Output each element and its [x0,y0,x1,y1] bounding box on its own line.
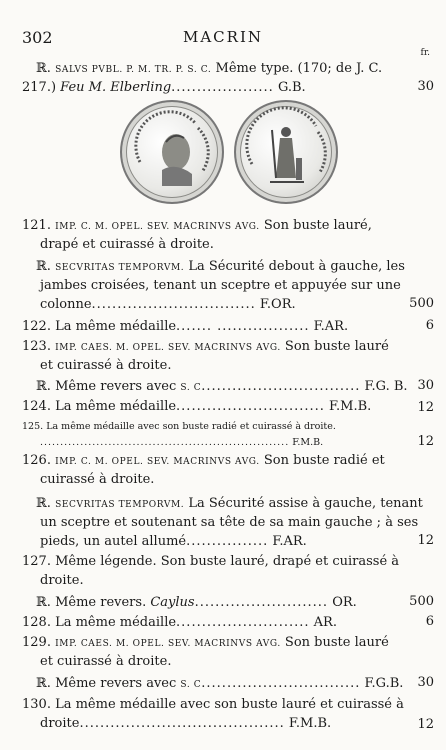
page-header [0,28,446,48]
entry-126-rev-line-2: un sceptre et soutenant sa tête de sa main gauche ; à ses [40,515,419,530]
intro-line-1: ℝ. SALVS PVBL. P. M. TR. P. S. C. Même type. (170; de J. C. [36,61,383,76]
entry-126-line-2: cuirassé à droite. [40,472,155,487]
entry-129-line-1: 129. IMP. CAES. M. OPEL. SEV. MACRINVS AVG. Son buste lauré [22,635,389,650]
entry-124: 124. La même médaille............................. F.M.B. [22,399,372,414]
price: 500 [409,296,434,311]
price: 500 [409,594,434,609]
price: 6 [425,614,434,629]
price: 12 [417,533,434,548]
price: 12 [417,400,434,415]
entry-128: 128. La même médaille.......................... AR. [22,615,337,630]
entry-121-rev-line-1: ℝ. SECVRITAS TEMPORVM. La Sécurité debout à gauche, les [36,259,405,274]
price: 12 [417,717,434,732]
price: 30 [417,79,434,94]
entry-130-line-2: droite........................................ F.M.B. [40,716,332,731]
column-label-francs: fr. [420,48,430,58]
entry-126-rev-line-3: pieds, un autel allumé................ F.AR. [40,534,307,549]
entry-123-line-2: et cuirassé à droite. [40,358,172,373]
entry-127-line-1: 127. Même légende. Son buste lauré, drapé et cuirassé à [22,554,400,569]
entry-129-rev: ℝ. Même revers avec S. C............................... F.G.B. [36,676,404,691]
coin-obverse-laureate-bust-icon [120,100,224,204]
price: 30 [417,675,434,690]
entry-127-rev: ℝ. Même revers. Caylus.......................... OR. [36,595,357,610]
entry-130-line-1: 130. La même médaille avec son buste lauré et cuirassé à [22,697,404,712]
entry-127-line-2: droite. [40,573,84,588]
entry-125-line-2: .............................................................. F.M.B. [40,437,324,448]
entry-121-line-2: drapé et cuirassé à droite. [40,237,214,252]
entry-126-line-1: 126. IMP. C. M. OPEL. SEV. MACRINVS AVG. Son buste radié et [22,453,385,468]
entry-121-line-1: 121. IMP. C. M. OPEL. SEV. MACRINVS AVG. Son buste lauré, [22,218,372,233]
entry-123-rev: ℝ. Même revers avec S. C............................... F.G. B. [36,379,408,394]
entry-121-rev-line-2: jambes croisées, tenant un sceptre et appuyée sur une [40,278,401,293]
entry-122: 122. La même médaille....... .................. F.AR. [22,319,349,334]
price: 30 [417,378,434,393]
entry-126-rev-line-1: ℝ. SECVRITAS TEMPORVM. La Sécurité assise à gauche, tenant [36,496,423,511]
entry-129-line-2: et cuirassé à droite. [40,654,172,669]
page-number: 302 [22,28,53,47]
coin-reverse-securitas-icon [234,100,338,204]
price: 12 [417,434,434,449]
price: 6 [425,318,434,333]
coin-illustration [0,100,446,210]
entry-121-rev-line-3: colonne................................ F.OR. [40,297,296,312]
intro-line-2: 217.) Feu M. Elberling.................... G.B. [22,80,306,95]
entry-125-line-1: 125. La même médaille avec son buste radié et cuirassé à droite. [22,421,336,432]
page-title: MACRIN [182,28,263,46]
entry-123-line-1: 123. IMP. CAES. M. OPEL. SEV. MACRINVS AVG. Son buste lauré [22,339,389,354]
